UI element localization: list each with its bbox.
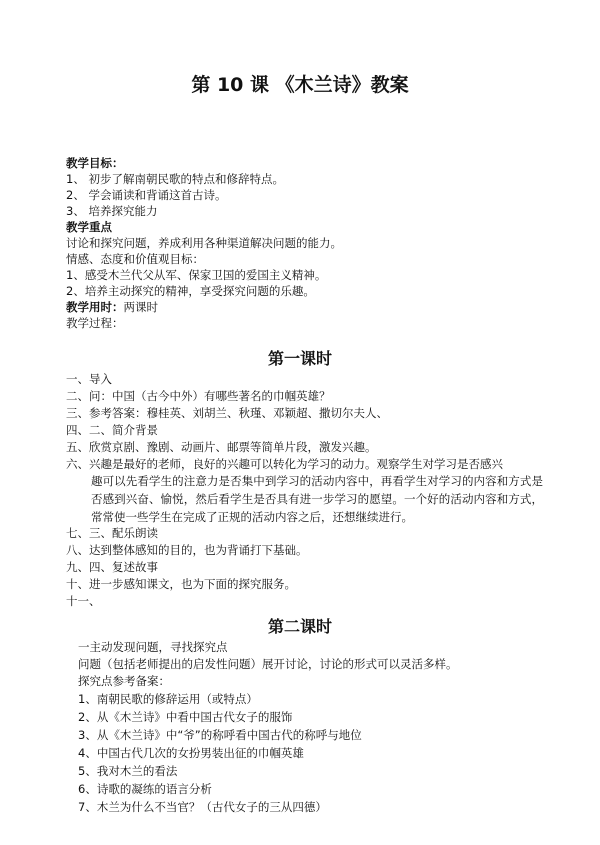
lesson1-step: 三、参考答案：穆桂英、刘胡兰、秋瑾、邓颖超、撒切尔夫人、 bbox=[66, 406, 388, 420]
attitude-item: 1、感受木兰代父从军、保家卫国的爱国主义精神。 bbox=[66, 268, 327, 282]
page-title: 第 10 课 《木兰诗》教案 bbox=[191, 74, 409, 96]
lesson2-intro: 探究点参考备案： bbox=[78, 674, 170, 688]
attitude-heading: 情感、态度和价值观目标： bbox=[66, 252, 204, 266]
lesson1-step: 八、达到整体感知的目的，也为背诵打下基础。 bbox=[66, 543, 308, 557]
attitude-item: 2、培养主动探究的精神，享受探究问题的乐趣。 bbox=[66, 284, 315, 298]
class-hours-value: 两课时 bbox=[123, 300, 158, 314]
process-label: 教学过程： bbox=[66, 316, 124, 330]
lesson2-item: 5、我对木兰的看法 bbox=[78, 764, 178, 778]
lesson2-intro: 问题（包括老师提出的启发性问题）展开讨论，讨论的形式可以灵活多样。 bbox=[78, 657, 458, 671]
lesson2-item: 3、从《木兰诗》中“爷”的称呼看中国古代的称呼与地位 bbox=[78, 728, 362, 742]
lesson1-step: 一、导入 bbox=[66, 372, 112, 386]
lesson1-step: 十一、 bbox=[66, 594, 101, 608]
lesson2-item: 4、中国古代几次的女扮男装出征的巾帼英雄 bbox=[78, 746, 304, 760]
objectives-heading: 教学目标： bbox=[66, 156, 124, 170]
lesson2-item: 7、木兰为什么不当官？（古代女子的三从四德） bbox=[78, 800, 327, 814]
lesson1-step: 五、欣赏京剧、豫剧、动画片、邮票等简单片段，激发兴趣。 bbox=[66, 440, 377, 454]
key-points-text: 讨论和探究问题，养成利用各种渠道解决问题的能力。 bbox=[66, 236, 342, 250]
key-points-heading: 教学重点 bbox=[66, 220, 112, 234]
lesson1-step: 六、兴趣是最好的老师，良好的兴趣可以转化为学习的动力。观察学生对学习是否感兴 bbox=[66, 457, 503, 471]
class-hours bbox=[66, 300, 158, 315]
lesson2-title: 第二课时 bbox=[267, 617, 332, 636]
objective-item: 1、 初步了解南朝民歌的特点和修辞特点。 bbox=[66, 172, 284, 186]
lesson2-intro: 一主动发现问题，寻找探究点 bbox=[78, 640, 228, 654]
lesson1-step: 二、问：中国（古今中外）有哪些著名的巾帼英雄？ bbox=[66, 389, 331, 403]
class-hours-label: 教学用时： bbox=[66, 300, 124, 314]
lesson1-title: 第一课时 bbox=[267, 349, 332, 368]
lesson2-item: 2、从《木兰诗》中看中国古代女子的服饰 bbox=[78, 710, 293, 724]
lesson1-step: 四、二、简介背景 bbox=[66, 423, 158, 437]
lesson2-item: 1、南朝民歌的修辞运用（或特点） bbox=[78, 692, 258, 706]
lesson1-step: 七、三、配乐朗读 bbox=[66, 526, 158, 540]
lesson1-step: 十、进一步感知课文，也为下面的探究服务。 bbox=[66, 577, 296, 591]
lesson1-step6-continued: 趣可以先看学生的注意力是否集中到学习的活动内容中，再看学生对学习的内容和方式是否感到兴奋、愉悦，然后看学生是否具有进一步学习的愿望。一个好的活动内容和方式，常常使一些学生在完成了正规的活动内容之后，还想继续进行。 bbox=[91, 474, 543, 524]
objective-item: 3、 培养探究能力 bbox=[66, 204, 158, 218]
lesson1-step: 九、四、复述故事 bbox=[66, 560, 158, 574]
objective-item: 2、 学会诵读和背诵这首古诗。 bbox=[66, 188, 227, 202]
lesson2-item: 6、诗歌的凝练的语言分析 bbox=[78, 782, 212, 796]
